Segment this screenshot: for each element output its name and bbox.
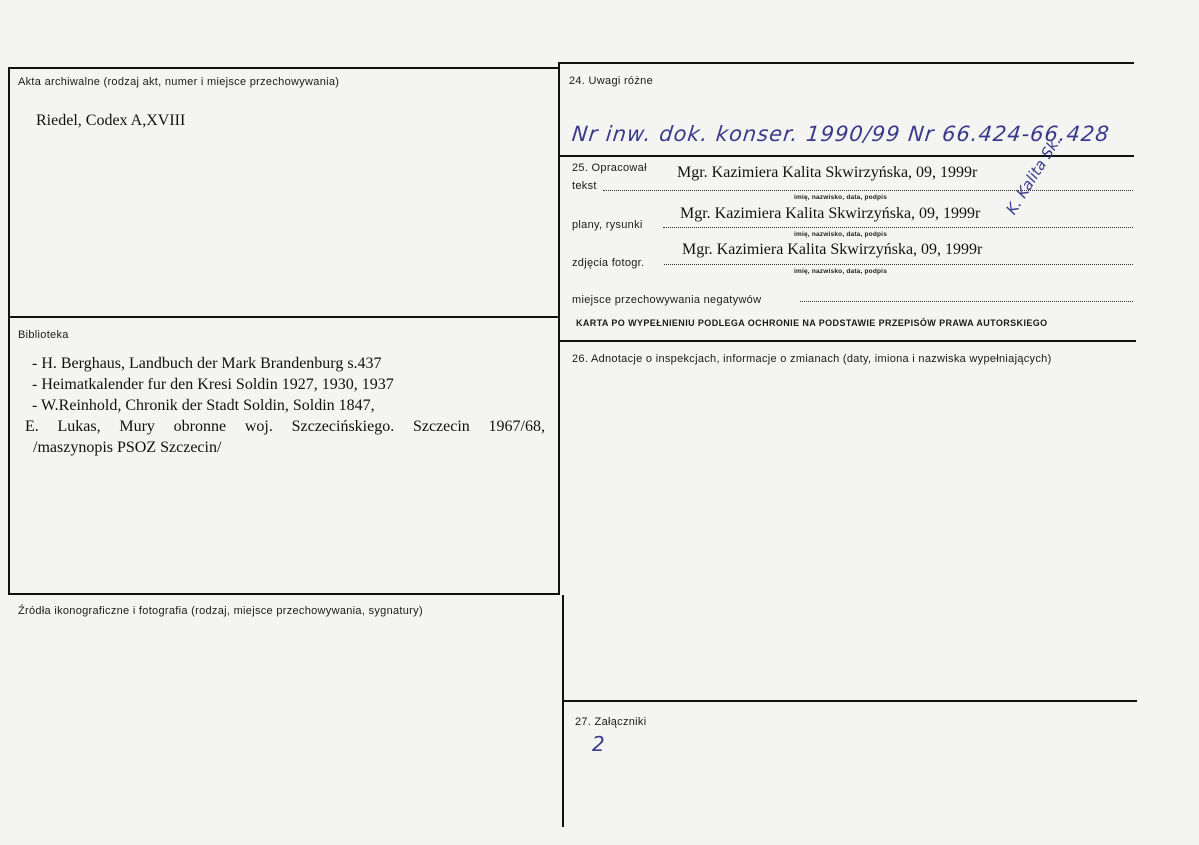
negatives-dotted-line: [800, 301, 1133, 302]
center-divider: [558, 62, 560, 595]
text-label: tekst: [572, 180, 597, 192]
photos-value: Mgr. Kazimiera Kalita Skwirzyńska, 09, 1999r: [682, 241, 983, 258]
photos-caption: imię, nazwisko, data, podpis: [794, 268, 888, 275]
center-divider-lower: [562, 595, 564, 827]
right-divider-3: [563, 700, 1137, 702]
library-item-1: - H. Berghaus, Landbuch der Mark Brandenburg s.437: [32, 355, 382, 372]
text-value: Mgr. Kazimiera Kalita Skwirzyńska, 09, 1999r: [677, 164, 978, 181]
inspections-label: 26. Adnotacje o inspekcjach, informacje o zmianach (daty, imiona i nazwiska wypełniających): [572, 353, 1052, 365]
plans-value: Mgr. Kazimiera Kalita Skwirzyńska, 09, 1999r: [680, 205, 981, 222]
signature: K. Kalita Sk.: [1002, 132, 1065, 218]
archives-label: Akta archiwalne (rodzaj akt, numer i miejsce przechowywania): [18, 76, 340, 88]
library-label: Biblioteka: [18, 329, 69, 341]
sources-label: Źródła ikonograficzne i fotografia (rodzaj, miejsce przechowywania, sygnatury): [18, 605, 423, 617]
left-divider-2: [8, 593, 559, 595]
prepared-label: 25. Opracował: [572, 162, 647, 174]
text-caption: imię, nazwisko, data, podpis: [794, 194, 888, 201]
plans-dotted-line: [663, 227, 1133, 228]
negatives-label: miejsce przechowywania negatywów: [572, 294, 762, 306]
photos-label: zdjęcia fotogr.: [572, 257, 645, 269]
right-divider-2: [559, 340, 1136, 342]
library-item-5: /maszynopis PSOZ Szczecin/: [33, 439, 222, 456]
plans-label: plany, rysunki: [572, 219, 643, 231]
left-border: [8, 67, 10, 594]
left-divider-1: [8, 316, 559, 318]
photos-dotted-line: [664, 264, 1133, 265]
top-border-right: [559, 62, 1134, 64]
attachments-value: 2: [592, 732, 605, 756]
attachments-label: 27. Załączniki: [575, 716, 647, 728]
remarks-handwritten-note: Nr inw. dok. konser. 1990/99 Nr 66.424-66.428: [570, 122, 1112, 146]
archives-value: Riedel, Codex A,XVIII: [36, 112, 186, 129]
plans-caption: imię, nazwisko, data, podpis: [794, 231, 888, 238]
remarks-label: 24. Uwagi różne: [569, 75, 653, 87]
library-item-3: - W.Reinhold, Chronik der Stadt Soldin, Soldin 1847,: [32, 397, 375, 414]
library-item-2: - Heimatkalender fur den Kresi Soldin 1927, 1930, 1937: [32, 376, 394, 393]
top-border-left: [8, 67, 559, 69]
copyright-notice: KARTA PO WYPEŁNIENIU PODLEGA OCHRONIE NA PODSTAWIE PRZEPISÓW PRAWA AUTORSKIEGO: [576, 318, 1048, 328]
text-dotted-line: [603, 190, 1133, 191]
library-item-4: E. Lukas, Mury obronne woj. Szczecińskiego. Szczecin 1967/68,: [25, 418, 545, 435]
